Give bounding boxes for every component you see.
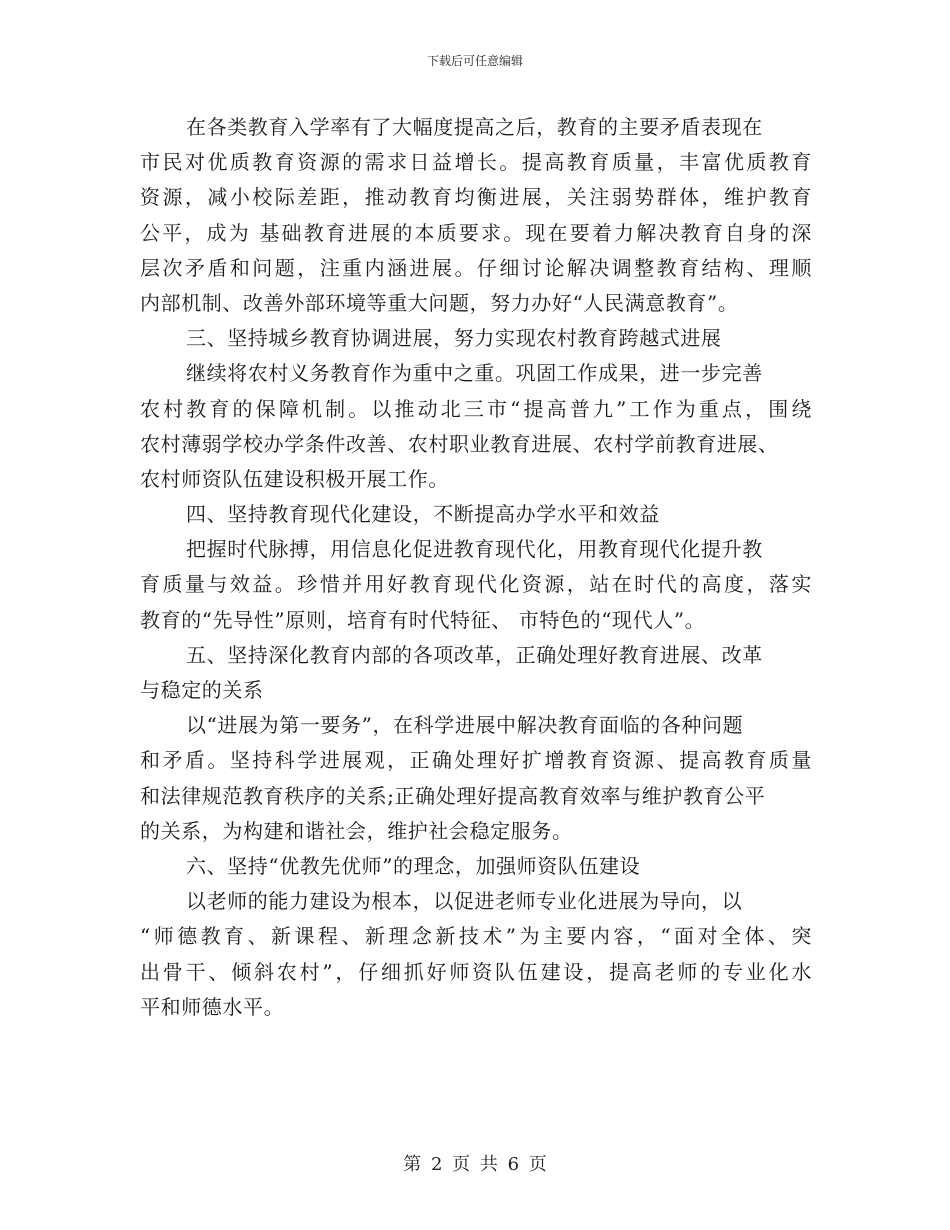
paragraph-line: 育质量与效益。珍惜并用好教育现代化资源，站在时代的高度，落实 — [140, 572, 812, 597]
page-header: 下载后可任意编辑 — [426, 54, 523, 68]
paragraph-line: 内部机制、改善外部环境等重大问题，努力办好“人民满意教育”。 — [140, 290, 739, 315]
paragraph-line: 把握时代脉搏，用信息化促进教育现代化，用教育现代化提升教 — [186, 537, 763, 562]
paragraph-line: 层次矛盾和问题，注重内涵进展。仔细讨论解决调整教育结构、理顺 — [140, 255, 812, 280]
paragraph-line: 资源，减小校际差距，推动教育均衡进展，关注弱势群体，维护教育 — [140, 185, 812, 210]
paragraph-line: 教育的“先导性”原则，培育有时代特征、 市特色的“现代人”。 — [140, 607, 706, 632]
section-heading: 四、坚持教育现代化建设，不断提高办学水平和效益 — [186, 502, 660, 527]
paragraph-line: “师德教育、新课程、新理念新技术”为主要内容，“面对全体、突 — [140, 924, 812, 949]
document-body — [140, 110, 812, 1025]
section-heading: 六、坚持“优教先优师”的理念，加强师资队伍建设 — [186, 853, 641, 878]
paragraph-line: 市民对优质教育资源的需求日益增长。提高教育质量，丰富优质教育 — [140, 150, 812, 175]
paragraph-line: 平和师德水平。 — [140, 994, 285, 1019]
paragraph-line: 在各类教育入学率有了大幅度提高之后，教育的主要矛盾表现在 — [186, 115, 763, 139]
paragraph-line: 农村薄弱学校办学条件改善、农村职业教育进展、农村学前教育进展、 — [140, 431, 779, 456]
paragraph-line: 和矛盾。坚持科学进展观，正确处理好扩增教育资源、提高教育质量 — [140, 748, 812, 773]
paragraph-line: 继续将农村义务教育作为重中之重。巩固工作成果，进一步完善 — [186, 361, 763, 386]
section-heading-continued: 与稳定的关系 — [140, 678, 264, 702]
paragraph-line: 和法律规范教育秩序的关系;正确处理好提高教育效率与维护教育公平 — [140, 783, 766, 808]
paragraph-line: 以“进展为第一要务”，在科学进展中解决教育面临的各种问题 — [186, 713, 744, 738]
paragraph-line: 出骨干、倾斜农村”，仔细抓好师资队伍建设，提高老师的专业化水 — [140, 959, 812, 984]
paragraph-line: 农村教育的保障机制。以推动北三市“提高普九”工作为重点，围绕 — [140, 396, 812, 421]
page-number: 第 2 页 共 6 页 — [403, 1154, 547, 1175]
paragraph-line: 以老师的能力建设为根本，以促进老师专业化进展为导向，以 — [186, 889, 743, 914]
section-heading: 三、坚持城乡教育协调进展，努力实现农村教育跨越式进展 — [186, 326, 722, 351]
paragraph-line: 公平，成为 基础教育进展的本质要求。现在要着力解决教育自身的深 — [140, 220, 812, 245]
paragraph-line: 的关系，为构建和谐社会，维护社会稳定服务。 — [140, 818, 573, 843]
section-heading: 五、坚持深化教育内部的各项改革，正确处理好教育进展、改革 — [186, 642, 763, 667]
paragraph-line: 农村师资队伍建设积极开展工作。 — [140, 466, 449, 491]
